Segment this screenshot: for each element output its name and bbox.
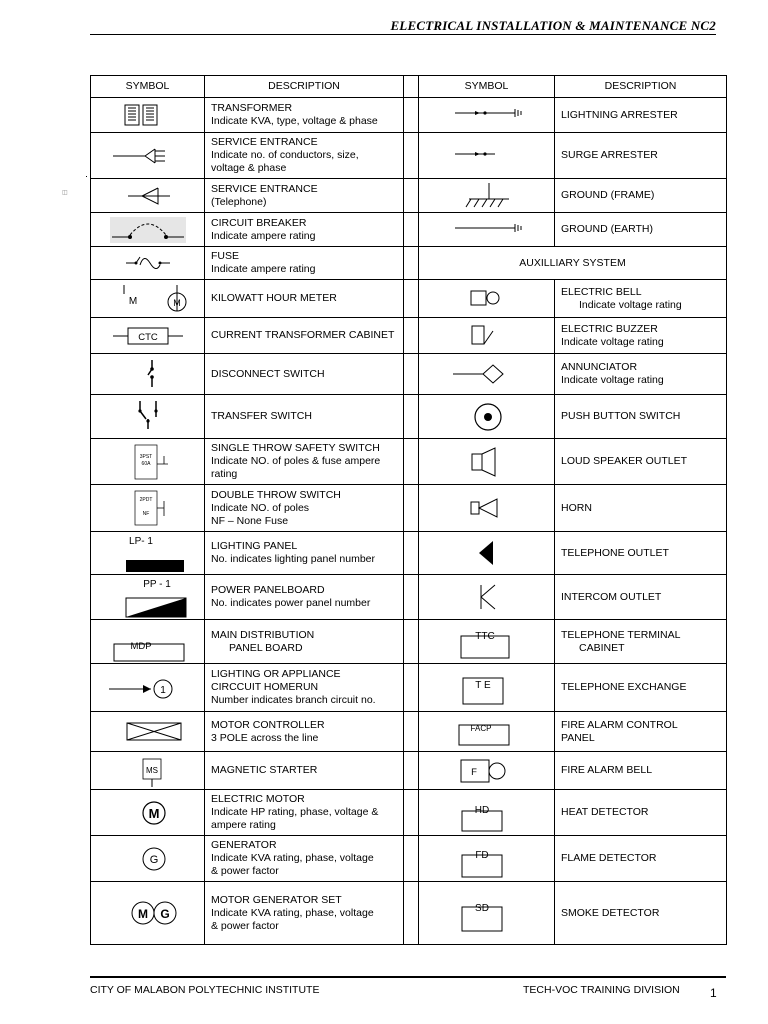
description-cell xyxy=(555,280,727,318)
mdp-icon xyxy=(97,622,198,662)
description-line: DOUBLE THROW SWITCH xyxy=(211,488,341,501)
electric-bell-icon xyxy=(425,284,548,314)
description-cell xyxy=(205,752,404,790)
table-row xyxy=(91,318,727,354)
safety-switch-icon xyxy=(97,442,198,482)
description-line: SINGLE THROW SAFETY SWITCH xyxy=(211,442,380,454)
description-line: No. indicates lighting panel number xyxy=(211,553,376,565)
description-line: rating xyxy=(211,468,238,480)
column-gap xyxy=(404,280,419,318)
column-gap xyxy=(404,882,419,945)
description-cell xyxy=(205,354,404,395)
table-row xyxy=(91,712,727,752)
symbol-cell xyxy=(419,280,555,318)
lighting-panel-icon xyxy=(97,533,198,573)
description-line: DISCONNECT SWITCH xyxy=(211,367,325,380)
symbol-cell xyxy=(419,712,555,752)
fire-alarm-bell-icon xyxy=(425,756,548,786)
motor-generator-icon xyxy=(97,896,198,930)
column-gap xyxy=(404,439,419,485)
description-cell xyxy=(205,179,404,213)
description-cell xyxy=(205,280,404,318)
column-gap xyxy=(404,76,419,98)
description-cell xyxy=(555,439,727,485)
te-label: T E xyxy=(475,679,491,691)
magnetic-starter-icon xyxy=(97,754,198,788)
column-gap xyxy=(404,575,419,620)
symbol-cell xyxy=(91,575,205,620)
symbol-cell xyxy=(91,790,205,836)
facp-icon xyxy=(425,715,548,749)
symbol-cell xyxy=(91,532,205,575)
hd-label: HD xyxy=(474,804,490,816)
ct-label: CTC xyxy=(137,331,158,343)
double-throw-switch-icon xyxy=(97,488,198,528)
symbol-cell xyxy=(91,213,205,247)
homerun-icon xyxy=(97,671,198,705)
column-gap xyxy=(404,620,419,664)
description-cell xyxy=(205,664,404,712)
description-cell xyxy=(555,318,727,354)
description-line: CURRENT TRANSFORMER CABINET xyxy=(211,329,395,341)
description-cell xyxy=(555,575,727,620)
table-row xyxy=(91,179,727,213)
telephone-exchange-icon xyxy=(425,668,548,708)
description-line: 3 POLE across the line xyxy=(211,731,319,744)
column-gap xyxy=(404,247,419,280)
annunciator-icon xyxy=(425,359,548,389)
symbol-cell xyxy=(419,133,555,179)
table-row xyxy=(91,247,727,280)
ct-cabinet-icon xyxy=(97,321,198,351)
description-line: POWER PANELBOARD xyxy=(211,584,325,596)
sd-label: SD xyxy=(475,903,489,914)
description-line: GROUND (FRAME) xyxy=(561,189,655,201)
table-row xyxy=(91,532,727,575)
column-gap xyxy=(404,318,419,354)
mg-label-g: G xyxy=(160,907,170,921)
column-gap xyxy=(404,712,419,752)
lightning-arrester-icon xyxy=(425,103,548,127)
description-cell xyxy=(205,318,404,354)
description-cell xyxy=(205,213,404,247)
table-row xyxy=(91,790,727,836)
symbol-cell xyxy=(419,485,555,532)
symbol-cell xyxy=(91,712,205,752)
description-line: CIRCCUIT HOMERUN xyxy=(211,681,319,693)
description-line: TELEPHONE TERMINAL xyxy=(561,628,681,641)
description-cell xyxy=(555,532,727,575)
symbol-cell xyxy=(91,882,205,945)
symbol-cell xyxy=(91,664,205,712)
description-line: TELEPHONE EXCHANGE xyxy=(561,681,687,693)
generator-icon xyxy=(97,844,198,874)
column-gap xyxy=(404,485,419,532)
description-line: ampere rating xyxy=(211,819,276,831)
description-line: (Telephone) xyxy=(211,195,267,208)
table-row xyxy=(91,280,727,318)
description-line: Indicate voltage rating xyxy=(579,298,682,311)
facp-label: FACP xyxy=(470,723,492,733)
description-line: TRANSFER SWITCH xyxy=(211,410,312,422)
power-panel-icon xyxy=(97,576,198,618)
description-header-right: DESCRIPTION xyxy=(555,76,727,98)
description-line: LIGHTING OR APPLIANCE xyxy=(211,668,341,680)
ms-label: MS xyxy=(145,765,158,775)
description-line: CABINET xyxy=(579,641,625,654)
surge-arrester-icon xyxy=(425,144,548,168)
column-gap xyxy=(404,664,419,712)
description-cell xyxy=(205,620,404,664)
ttc-label: TTC xyxy=(475,630,495,642)
description-cell xyxy=(205,532,404,575)
description-cell xyxy=(205,439,404,485)
electric-buzzer-icon xyxy=(425,321,548,351)
symbol-cell xyxy=(419,836,555,882)
description-line: Number indicates branch circuit no. xyxy=(211,694,376,706)
generator-label: G xyxy=(149,853,158,866)
table-row xyxy=(91,395,727,439)
description-line: NF – None Fuse xyxy=(211,514,289,527)
symbol-cell xyxy=(419,575,555,620)
symbol-cell xyxy=(419,752,555,790)
footer-division: TECH-VOC TRAINING DIVISION xyxy=(523,984,680,996)
table-row xyxy=(91,664,727,712)
description-cell xyxy=(555,179,727,213)
motor-controller-icon xyxy=(97,720,198,744)
table-row xyxy=(91,836,727,882)
table-row xyxy=(91,620,727,664)
horn-icon xyxy=(425,493,548,523)
ground-earth-icon xyxy=(425,219,548,241)
description-line: LIGHTING PANEL xyxy=(211,540,298,552)
symbol-cell xyxy=(91,395,205,439)
column-gap xyxy=(404,354,419,395)
column-gap xyxy=(404,98,419,133)
description-cell xyxy=(555,664,727,712)
section-heading-label: AUXILLIARY SYSTEM xyxy=(519,256,626,269)
description-line: HORN xyxy=(561,501,592,514)
description-line: FUSE xyxy=(211,250,240,262)
symbol-cell xyxy=(419,664,555,712)
kwh-label-b: M xyxy=(173,297,181,308)
table-row xyxy=(91,882,727,945)
smoke-detector-icon xyxy=(425,893,548,933)
kwh-label-a: M xyxy=(128,295,138,307)
description-cell xyxy=(555,712,727,752)
description-cell xyxy=(205,712,404,752)
description-cell xyxy=(555,752,727,790)
fab-label: F xyxy=(471,766,477,778)
description-line: INTERCOM OUTLET xyxy=(561,590,662,603)
description-line: KILOWATT HOUR METER xyxy=(211,292,337,304)
column-gap xyxy=(404,790,419,836)
symbol-cell xyxy=(91,98,205,133)
description-header-left: DESCRIPTION xyxy=(205,76,404,98)
symbol-cell xyxy=(91,439,205,485)
description-line: ANNUNCIATOR xyxy=(561,361,638,373)
description-cell xyxy=(205,485,404,532)
description-cell xyxy=(555,620,727,664)
column-gap xyxy=(404,836,419,882)
intercom-outlet-icon xyxy=(425,582,548,612)
page-header-title: ELECTRICAL INSTALLATION & MAINTENANCE NC2 xyxy=(390,18,716,33)
push-button-icon xyxy=(425,400,548,434)
telephone-terminal-cabinet-icon xyxy=(425,622,548,662)
description-line: & power factor xyxy=(211,865,279,877)
column-gap xyxy=(404,752,419,790)
description-cell xyxy=(555,395,727,439)
footer-rule xyxy=(90,976,726,978)
description-line: voltage & phase xyxy=(211,162,287,174)
footer-institute: CITY OF MALABON POLYTECHNIC INSTITUTE xyxy=(90,984,320,996)
description-line: No. indicates power panel number xyxy=(211,597,371,609)
symbol-cell xyxy=(419,439,555,485)
description-line: Indicate HP rating, phase, voltage & xyxy=(211,806,379,818)
table-row xyxy=(91,575,727,620)
description-cell xyxy=(205,247,404,280)
description-line: ELECTRIC BUZZER xyxy=(561,322,658,335)
page-number: 1 xyxy=(710,986,717,1000)
margin-mark: ◫ xyxy=(62,190,68,196)
symbol-cell xyxy=(91,485,205,532)
lp-label: LP- 1 xyxy=(129,536,153,547)
symbol-cell xyxy=(419,532,555,575)
dt-label-a: 2PDT xyxy=(139,497,152,503)
description-cell xyxy=(205,882,404,945)
description-line: Indicate KVA, type, voltage & phase xyxy=(211,115,378,127)
kwh-meter-icon xyxy=(97,282,198,316)
symbol-cell xyxy=(91,752,205,790)
description-line: ELECTRIC BELL xyxy=(561,285,642,298)
description-line: Indicate KVA rating, phase, voltage xyxy=(211,852,374,864)
table-row xyxy=(91,439,727,485)
disconnect-switch-icon xyxy=(97,357,198,391)
symbol-header-left: SYMBOL xyxy=(91,76,205,98)
description-line: Indicate voltage rating xyxy=(561,335,664,348)
description-line: GROUND (EARTH) xyxy=(561,223,653,235)
description-line: Indicate NO. of poles & fuse ampere xyxy=(211,455,381,467)
description-cell xyxy=(205,790,404,836)
description-cell xyxy=(205,98,404,133)
description-line: GENERATOR xyxy=(211,839,277,851)
description-line: SURGE ARRESTER xyxy=(561,149,658,161)
ground-frame-icon xyxy=(425,181,548,211)
symbol-cell xyxy=(91,247,205,280)
fd-label: FD xyxy=(475,849,489,861)
description-line: FIRE ALARM CONTROL xyxy=(561,718,678,731)
symbol-cell xyxy=(91,280,205,318)
description-line: MAGNETIC STARTER xyxy=(211,764,318,776)
description-line: SERVICE ENTRANCE xyxy=(211,182,318,195)
description-cell xyxy=(555,485,727,532)
margin-dot xyxy=(86,176,87,177)
symbol-cell xyxy=(91,620,205,664)
symbol-cell xyxy=(91,318,205,354)
symbol-cell xyxy=(419,790,555,836)
description-cell xyxy=(205,133,404,179)
motor-label: M xyxy=(148,805,159,821)
description-line: TRANSFORMER xyxy=(211,102,293,114)
symbol-cell xyxy=(419,395,555,439)
mg-label-m: M xyxy=(138,907,148,921)
column-gap xyxy=(404,213,419,247)
heat-detector-icon xyxy=(425,793,548,833)
dt-label-b: NF xyxy=(142,511,149,517)
telephone-outlet-icon xyxy=(425,538,548,568)
description-line: Indicate KVA rating, phase, voltage xyxy=(211,906,374,919)
safety-label-b: 60A xyxy=(141,460,150,467)
description-cell xyxy=(555,98,727,133)
symbol-cell xyxy=(419,354,555,395)
column-gap xyxy=(404,133,419,179)
description-line: MOTOR CONTROLLER xyxy=(211,718,325,731)
description-line: PANEL BOARD xyxy=(229,641,303,654)
symbol-cell xyxy=(91,354,205,395)
symbol-cell xyxy=(419,882,555,945)
table-row xyxy=(91,485,727,532)
description-line: FIRE ALARM BELL xyxy=(561,764,653,776)
description-line: LOUD SPEAKER OUTLET xyxy=(561,455,688,467)
description-line: Indicate ampere rating xyxy=(211,263,316,275)
safety-label-a: 3PST xyxy=(139,453,152,460)
symbol-header-right: SYMBOL xyxy=(419,76,555,98)
table-row xyxy=(91,133,727,179)
table-row xyxy=(91,98,727,133)
description-line: Indicate voltage rating xyxy=(561,374,664,386)
transformer-icon xyxy=(97,100,198,130)
description-line: MAIN DISTRIBUTION xyxy=(211,628,315,641)
loud-speaker-icon xyxy=(425,444,548,480)
column-gap xyxy=(404,395,419,439)
circuit-breaker-icon xyxy=(97,215,198,245)
symbol-cell xyxy=(419,213,555,247)
description-line: PANEL xyxy=(561,731,595,744)
section-heading-auxilliary-system xyxy=(419,247,727,280)
description-line: SERVICE ENTRANCE xyxy=(211,136,318,148)
table-row xyxy=(91,354,727,395)
description-line: LIGHTNING ARRESTER xyxy=(561,108,678,121)
description-cell xyxy=(205,395,404,439)
description-line: SMOKE DETECTOR xyxy=(561,906,660,919)
mdp-label: MDP xyxy=(130,640,152,652)
description-line: & power factor xyxy=(211,919,279,932)
description-cell xyxy=(205,575,404,620)
description-line: HEAT DETECTOR xyxy=(561,806,649,818)
description-line: Indicate ampere rating xyxy=(211,229,316,242)
description-cell xyxy=(555,882,727,945)
symbol-cell xyxy=(91,179,205,213)
table-header-row xyxy=(91,76,727,98)
description-line: Indicate NO. of poles xyxy=(211,501,310,514)
fuse-icon xyxy=(97,249,198,277)
symbol-cell xyxy=(419,620,555,664)
electric-motor-icon xyxy=(97,798,198,828)
description-cell xyxy=(555,836,727,882)
header-rule xyxy=(90,34,716,35)
description-cell xyxy=(555,790,727,836)
table-row xyxy=(91,752,727,790)
symbol-table xyxy=(90,75,727,945)
description-cell xyxy=(205,836,404,882)
service-entrance-icon xyxy=(97,141,198,171)
table-row xyxy=(91,213,727,247)
symbol-cell xyxy=(91,133,205,179)
symbol-cell xyxy=(419,98,555,133)
flame-detector-icon xyxy=(425,839,548,879)
description-line: Indicate no. of conductors, size, xyxy=(211,149,359,161)
homerun-label: 1 xyxy=(160,684,166,696)
description-line: PUSH BUTTON SWITCH xyxy=(561,410,681,422)
telephone-service-entrance-icon xyxy=(97,182,198,210)
symbol-cell xyxy=(419,179,555,213)
pp-label: PP - 1 xyxy=(143,579,171,590)
description-cell xyxy=(555,133,727,179)
description-line: CIRCUIT BREAKER xyxy=(211,216,307,229)
column-gap xyxy=(404,179,419,213)
column-gap xyxy=(404,532,419,575)
description-cell xyxy=(555,213,727,247)
description-line: ELECTRIC MOTOR xyxy=(211,793,305,805)
description-line: FLAME DETECTOR xyxy=(561,852,657,864)
description-line: MOTOR GENERATOR SET xyxy=(211,893,342,906)
symbol-cell xyxy=(91,836,205,882)
symbol-cell xyxy=(419,318,555,354)
description-line: TELEPHONE OUTLET xyxy=(561,546,669,559)
transfer-switch-icon xyxy=(97,399,198,435)
description-cell xyxy=(555,354,727,395)
